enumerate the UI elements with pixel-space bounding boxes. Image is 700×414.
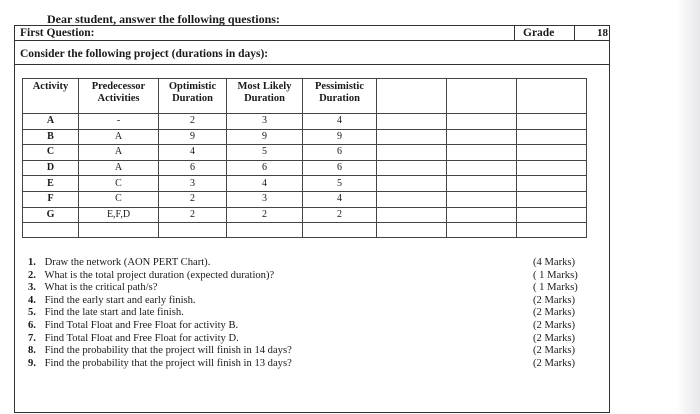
list-item: 4. Find the early start and early finish. <box>28 294 196 306</box>
list-item: 7. Find Total Float and Free Float for activity D. <box>28 332 239 344</box>
cell-pessimistic: 6 <box>303 160 377 176</box>
cell-most-likely: 9 <box>227 129 303 145</box>
cell-predecessor: A <box>79 145 159 161</box>
cell-most-likely: 3 <box>227 114 303 130</box>
marks-item: ( 1 Marks) <box>533 282 578 294</box>
cell-pessimistic: 6 <box>303 145 377 161</box>
cell-blank <box>517 129 587 145</box>
first-question-label: First Question: <box>20 27 95 39</box>
cell-activity: F <box>23 191 79 207</box>
cell-optimistic: 2 <box>159 191 227 207</box>
cell-optimistic: 2 <box>159 207 227 223</box>
cell-blank <box>517 191 587 207</box>
marks-item: (2 Marks) <box>533 307 576 319</box>
cell-blank <box>377 207 447 223</box>
table-row <box>23 207 587 223</box>
header-activity: Activity <box>23 79 79 114</box>
cell-blank <box>447 145 517 161</box>
cell-blank <box>517 223 587 238</box>
page-edge-shadow <box>676 0 700 414</box>
header-most-likely: Most Likely Duration <box>227 79 303 114</box>
cell-blank <box>447 176 517 192</box>
cell-activity: C <box>23 145 79 161</box>
header-optimistic: Optimistic Duration <box>159 79 227 114</box>
cell-activity: A <box>23 114 79 130</box>
cell-blank <box>517 114 587 130</box>
activity-table <box>22 78 587 238</box>
grade-divider-right <box>574 26 575 40</box>
cell-blank <box>377 129 447 145</box>
marks-item: ( 1 Marks) <box>533 269 578 281</box>
cell-blank <box>517 160 587 176</box>
cell-activity: G <box>23 207 79 223</box>
cell-blank <box>447 223 517 238</box>
list-item: 3. What is the critical path/s? <box>28 282 158 294</box>
cell-predecessor: A <box>79 160 159 176</box>
grade-label: Grade <box>523 27 555 39</box>
cell-blank <box>377 223 447 238</box>
list-item: 8. Find the probability that the project will finish in 14 days? <box>28 345 292 357</box>
marks-item: (2 Marks) <box>533 345 576 357</box>
list-item: 9. Find the probability that the project will finish in 13 days? <box>28 357 292 369</box>
cell-blank <box>517 207 587 223</box>
table-row <box>23 160 587 176</box>
cell-predecessor: - <box>79 114 159 130</box>
cell-activity: B <box>23 129 79 145</box>
cell-pessimistic: 4 <box>303 114 377 130</box>
cell-pessimistic: 2 <box>303 207 377 223</box>
cell-optimistic: 2 <box>159 114 227 130</box>
cell-blank <box>447 129 517 145</box>
question-list <box>28 257 292 370</box>
cell-most-likely: 2 <box>227 207 303 223</box>
cell-blank <box>377 145 447 161</box>
table-row <box>23 145 587 161</box>
header-blank <box>517 79 587 114</box>
cell-optimistic: 6 <box>159 160 227 176</box>
header-blank <box>377 79 447 114</box>
consider-text: Consider the following project (durations in days): <box>20 48 269 60</box>
cell-activity: E <box>23 176 79 192</box>
marks-item: (2 Marks) <box>533 332 576 344</box>
header-blank <box>447 79 517 114</box>
table-row <box>23 191 587 207</box>
cell-pessimistic: 4 <box>303 191 377 207</box>
cell-blank <box>303 223 377 238</box>
cell-optimistic: 4 <box>159 145 227 161</box>
list-item: 1. Draw the network (AON PERT Chart). <box>28 257 211 268</box>
cell-blank <box>377 176 447 192</box>
list-item: 2. What is the total project duration (expected duration)? <box>28 269 275 281</box>
table-row <box>23 114 587 130</box>
cell-pessimistic: 5 <box>303 176 377 192</box>
cell-blank <box>79 223 159 238</box>
grade-value: 18 <box>597 27 608 39</box>
cell-predecessor: E,F,D <box>79 207 159 223</box>
consider-divider <box>15 64 609 65</box>
cell-blank <box>447 207 517 223</box>
cell-blank <box>517 145 587 161</box>
header-divider <box>15 40 609 41</box>
grade-divider-left <box>514 26 515 40</box>
cell-blank <box>227 223 303 238</box>
cell-blank <box>377 191 447 207</box>
list-item: 6. Find Total Float and Free Float for activity B. <box>28 319 239 331</box>
cell-blank <box>377 114 447 130</box>
cell-blank <box>447 191 517 207</box>
marks-item: (2 Marks) <box>533 319 576 331</box>
cell-blank <box>447 114 517 130</box>
cell-optimistic: 9 <box>159 129 227 145</box>
table-row <box>23 129 587 145</box>
cell-activity: D <box>23 160 79 176</box>
marks-item: (4 Marks) <box>533 257 576 268</box>
table-header-row <box>23 79 587 114</box>
cell-blank <box>23 223 79 238</box>
intro-heading: Dear student, answer the following questions: <box>47 12 280 26</box>
cell-most-likely: 4 <box>227 176 303 192</box>
cell-most-likely: 3 <box>227 191 303 207</box>
cell-pessimistic: 9 <box>303 129 377 145</box>
cell-predecessor: A <box>79 129 159 145</box>
list-item: 5. Find the late start and late finish. <box>28 307 184 319</box>
cell-predecessor: C <box>79 176 159 192</box>
cell-most-likely: 5 <box>227 145 303 161</box>
cell-blank <box>159 223 227 238</box>
cell-predecessor: C <box>79 191 159 207</box>
cell-blank <box>517 176 587 192</box>
marks-item: (2 Marks) <box>533 294 576 306</box>
header-predecessor: Predecessor Activities <box>79 79 159 114</box>
header-pessimistic: Pessimistic Duration <box>303 79 377 114</box>
cell-blank <box>377 160 447 176</box>
marks-item: (2 Marks) <box>533 357 576 369</box>
table-row <box>23 176 587 192</box>
cell-blank <box>447 160 517 176</box>
cell-optimistic: 3 <box>159 176 227 192</box>
marks-list <box>533 257 578 370</box>
table-row-empty <box>23 223 587 238</box>
cell-most-likely: 6 <box>227 160 303 176</box>
